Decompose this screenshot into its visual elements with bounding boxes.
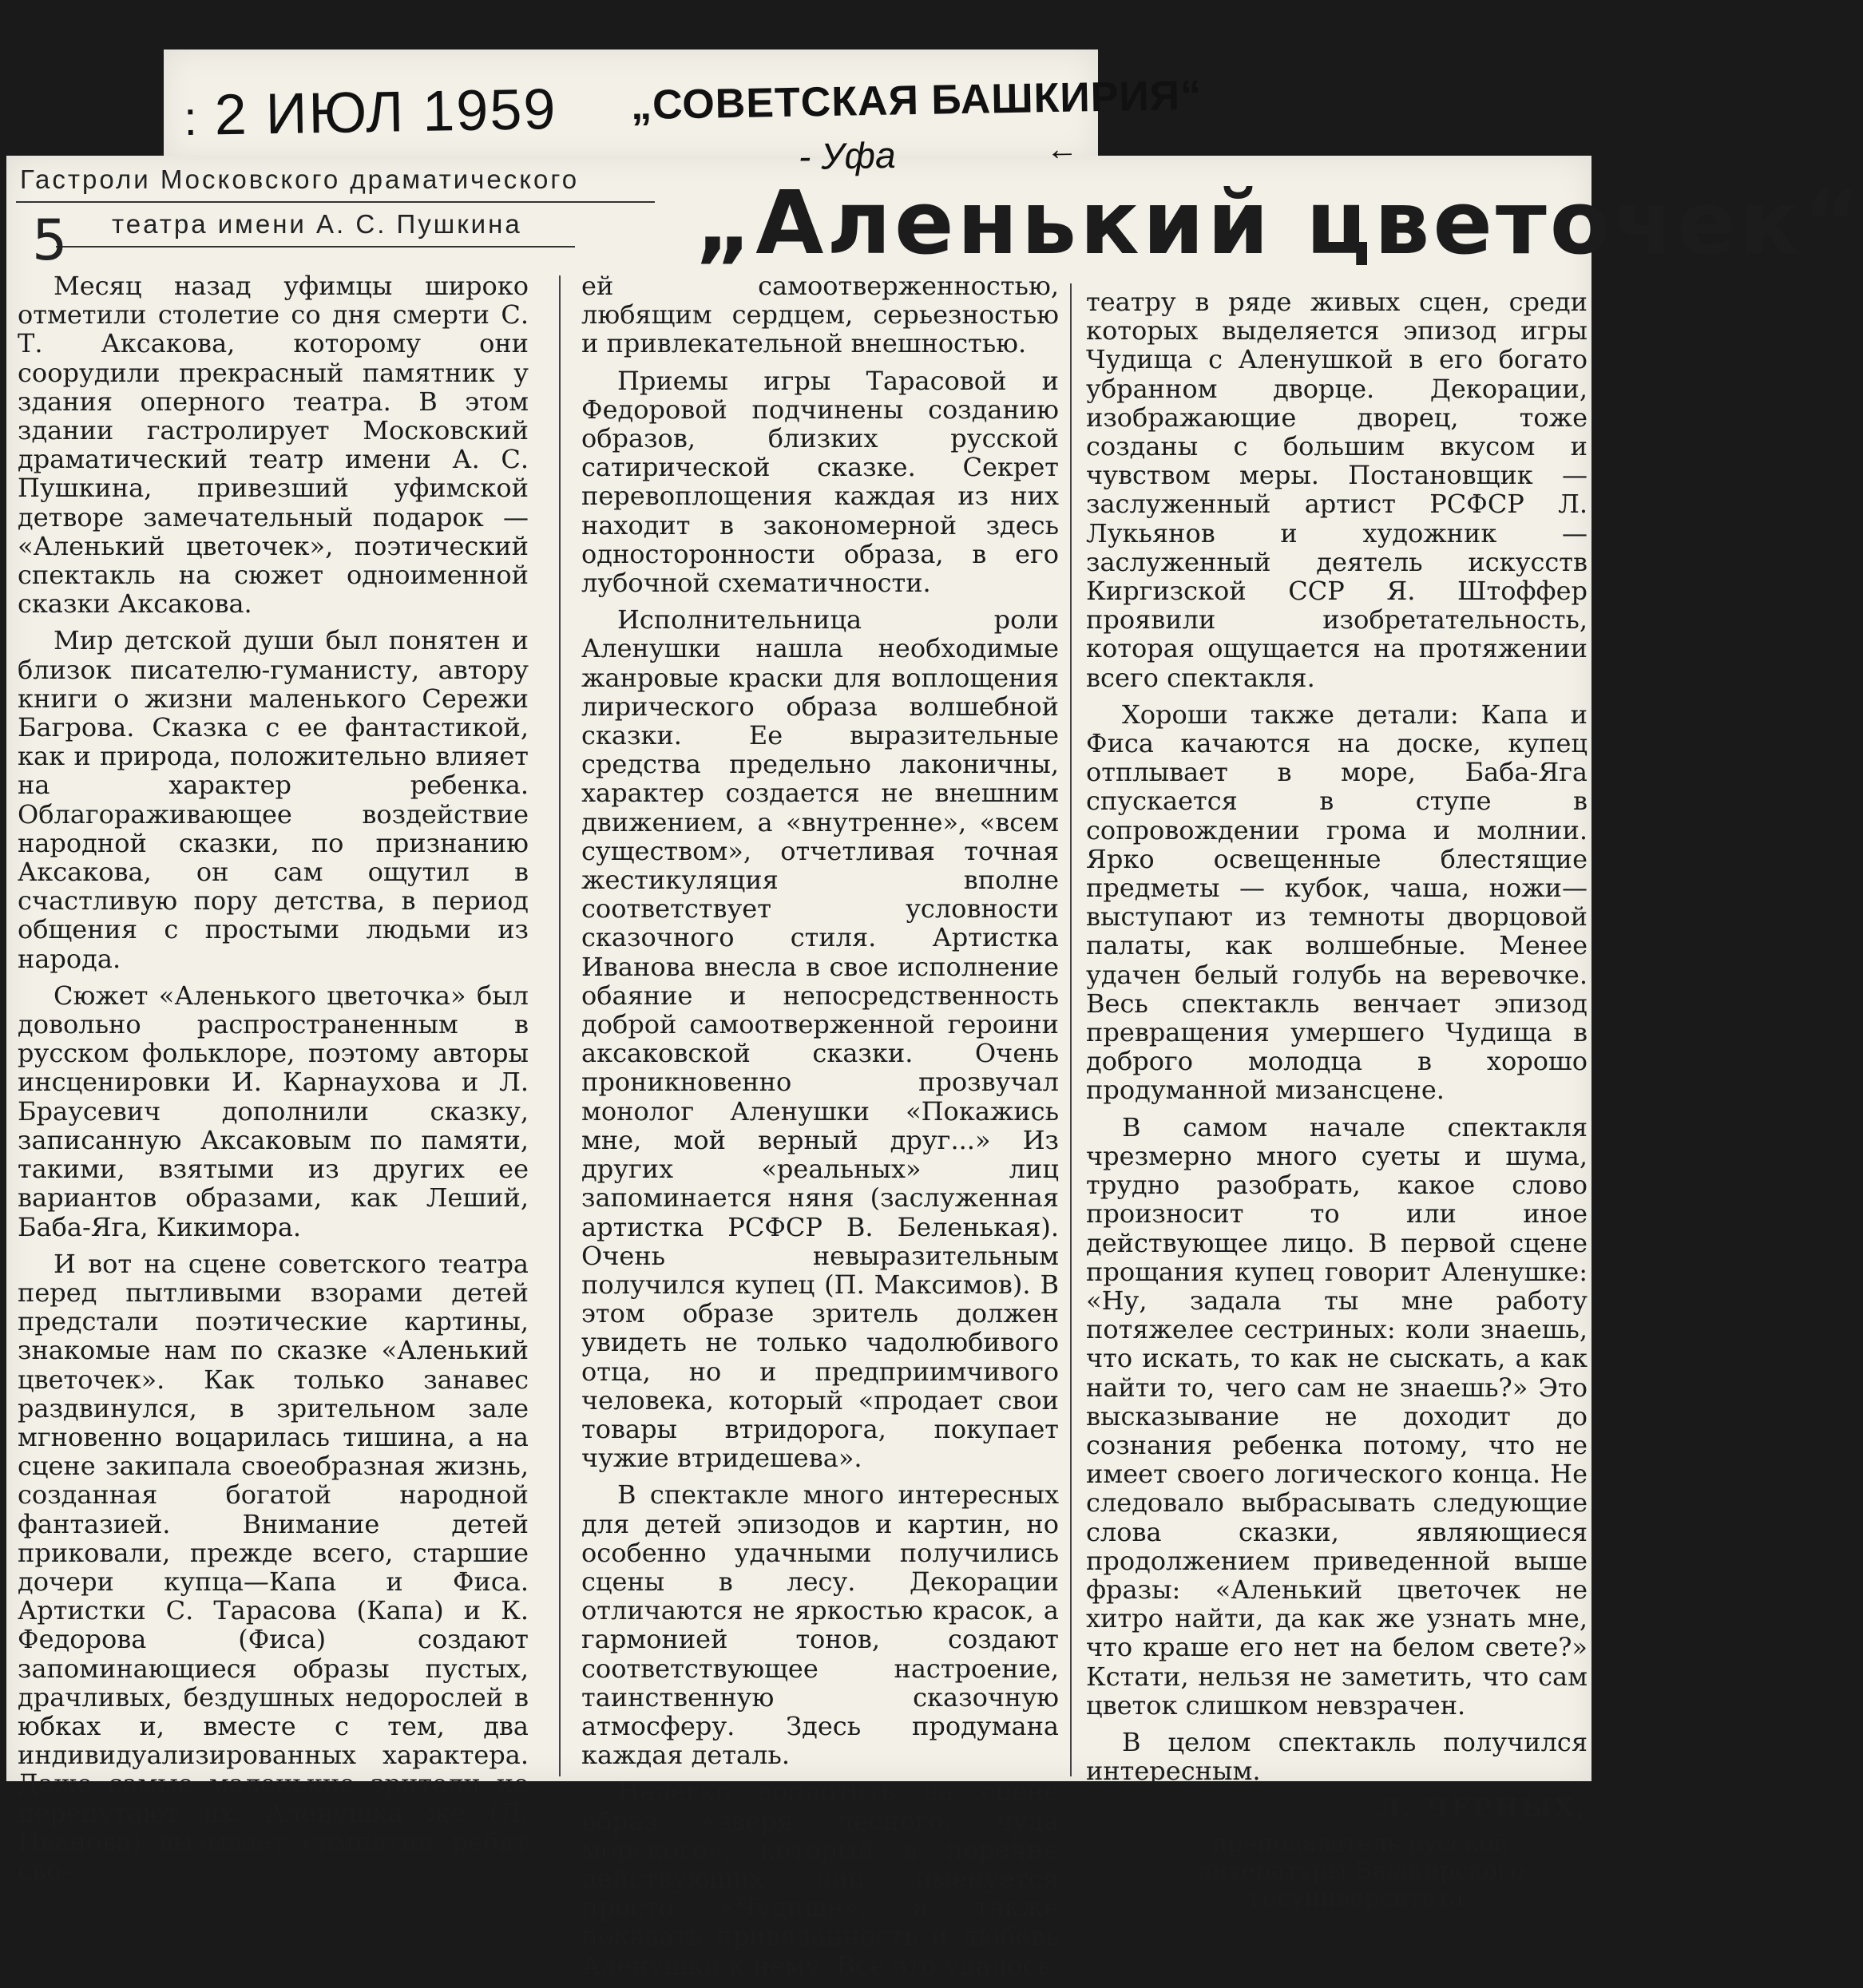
paragraph: В самом начале спектакля чрезмерно много суеты и шума, трудно разобрать, какое слово произносит то или иное действующее лицо. В первой сцене прощания купец говорит Аленушке: «Ну, задала ты мне работу потяжелее сестриных: коли знаешь, что искать, то как не сыскать, а как найти то, чего сам не знаешь?» Это высказывание не доходит до сознания ребенка потому, что не имеет своего логического конца. Не следовало выбрасывать следующие слова сказки, являющиеся продолжением приведенной выше фразы: «Аленький цветочек не хитро найти, да как же узнать мне, что краше его нет на белом свете?» Кстати, нельзя не заметить, что сам цветок слишком невзрачен. bbox=[1086, 1111, 1588, 1721]
paragraph: театру в ряде живых сцен, среди которых выделяется эпизод игры Чудища с Аленушкой в его богато убранном дворце. Декорации, изображающие дворец, тоже созданы с большим вкусом и чувством меры. Постановщик — заслуженный артист РСФСР Л. Лукьянов и художник — заслуженный деятель искусств Киргизской ССР Я. Штоффер проявили изобретательность, которая ощущается на протяжении всего спектакля. bbox=[1086, 287, 1588, 693]
article-column-2 bbox=[581, 271, 1059, 1988]
newspaper-source-stamp: „СОВЕТСКАЯ БАШКИРИЯ“ bbox=[630, 72, 1203, 129]
rubric-line-2: театра имени А. С. Пушкина bbox=[112, 209, 522, 239]
paragraph: В спектакле много интересных для детей эпизодов и картин, но особенно удачными получились сцены в лесу. Декорации отличаются не яркостью красок, а гармонией тонов, создают соответствующее настроение, таинственную сказочную атмосферу. Здесь продумана каждая деталь. bbox=[581, 1479, 1059, 1771]
paragraph: И вот на сцене советского театра перед пытливыми взорами детей предстали поэтические картины, знакомые нам по сказке «Аленький цветочек». Как только занавес раздвинулся, в зрительном зале мгновенно воцарилась тишина, а на сцене закипала своеобразная жизнь, созданная богатой народной фантазией. Внимание детей приковали, прежде всего, старшие дочери купца—Капа и Фиса. Артистки С. Тарасова (Капа) и К. Федорова (Фиса) создают запоминающиеся образы пустых, драчливых, бездушных недорослей в юбках и, вместе с тем, два индивидуализированных характера. Даже самые маленькие зрители не перепутают их. Аленушка же (Л. Иванова) вызывает симпатии ребят сво- bbox=[18, 1248, 529, 1886]
paragraph: ей самоотверженностью, любящим сердцем, серьезностью и привлекательной внешностью. bbox=[581, 271, 1059, 359]
paragraph: Мир детской души был понятен и близок писателю-гуманисту, автору книги о жизни маленького Сережи Багрова. Сказка с ее фантастикой, как и природа, положительно влияет на характер ребенка. Облагораживающее воздействие народной сказки, по признанию Аксакова, он сам ощутил в счастливую пору детства, в период общения с простыми людьми из народа. bbox=[18, 625, 529, 974]
paragraph: Сюжет «Аленького цветочка» был довольно распространенным в русском фольклоре, поэтому авторы инсценировки И. Карнаухова и Л. Браусевич дополнили сказку, записанную Аксаковым по памяти, такими, взятыми из других ее вариантов образами, как Леший, Баба-Яга, Кикимора. bbox=[18, 980, 529, 1242]
column-rule-1 bbox=[559, 275, 561, 1776]
author-signature: Л. ЧЕРНЫХ, bbox=[1377, 1792, 1588, 1824]
arrow-mark: ← bbox=[1045, 131, 1079, 168]
paragraph: Приемы игры Тарасовой и Федоровой подчинены созданию образов, близких русской сатирической сказке. Секрет перевоплощения каждая из них находит в закономерной здесь односторонности образа, в его лубочной схематичности. bbox=[581, 365, 1059, 599]
rubric-rule-1 bbox=[16, 201, 655, 203]
article-column-1 bbox=[18, 271, 529, 1893]
author-affiliation: преподаватель русской литературы Башкирского госуниверситета. bbox=[1196, 1829, 1525, 1912]
rubric-rule-2 bbox=[56, 246, 575, 248]
article-headline: „Аленький цветочек“ bbox=[695, 172, 1863, 274]
rubric-line-1: Гастроли Московского драматического bbox=[20, 164, 580, 194]
paragraph: В целом спектакль получился интересным. bbox=[1086, 1726, 1588, 1787]
date-stamp-text: 2 ИЮЛ 1959 bbox=[214, 77, 558, 148]
paragraph: Хороши также детали: Капа и Фиса качаются на доске, купец отплывает в море, Баба-Яга спускается в ступе в сопровождении грома и молнии. Ярко освещенные блестящие предметы — кубок, чаша, ножи—выступают из темноты дворцовой палаты, как волшебные. Менее удачен белый голубь на веревочке. Весь спектакль венчает эпизод превращения умершего Чудища в доброго молодца в хорошо продуманной мизансцене. bbox=[1086, 699, 1588, 1106]
article-column-3 bbox=[1086, 287, 1588, 1920]
paragraph: Нелегко воплотить на сцене образ «зверя лесного, чуда морского», который в перечне действующих лиц именуется просто «Чудище», а также показать привязанность и любовь Аленушки к нему. Все это удалось bbox=[581, 1776, 1059, 1981]
column-rule-2 bbox=[1070, 283, 1072, 1776]
date-stamp-mark: : bbox=[183, 91, 200, 146]
handwritten-page-number: 5 bbox=[32, 208, 68, 273]
paragraph: Исполнительница роли Аленушки нашла необходимые жанровые краски для воплощения лирического образа волшебной сказки. Ее выразительные средства предельно лаконичны, характер создается не внешним движением, а «внутренне», «всем существом», отчетливая точная жестикуляция вполне соответствует условности сказочного стиля. Артистка Иванова внесла в свое исполнение обаяние и непосредственность доброй самоотверженной героини аксаковской сказки. Очень проникновенно прозвучал монолог Аленушки «Покажись мне, мой верный друг...» Из других «реальных» лиц запоминается няня (заслуженная артистка РСФСР В. Беленькая). Очень невыразительным получился купец (П. Максимов). В этом образе зритель должен увидеть не только чадолюбивого отца, но и предприимчивого человека, который «продает свои товары втридорога, покупает чужие втридешева». bbox=[581, 604, 1059, 1474]
paragraph: Месяц назад уфимцы широко отметили столетие со дня смерти С. Т. Аксакова, которому они соорудили прекрасный памятник у здания оперного театра. В этом здании гастролирует Московский драматический театр имени А. С. Пушкина, привезший уфимской детворе замечательный подарок — «Аленький цветочек», поэтический спектакль на сюжет одноименной сказки Аксакова. bbox=[18, 271, 529, 620]
city-note: - Уфа bbox=[798, 133, 896, 178]
date-stamp bbox=[183, 77, 557, 149]
